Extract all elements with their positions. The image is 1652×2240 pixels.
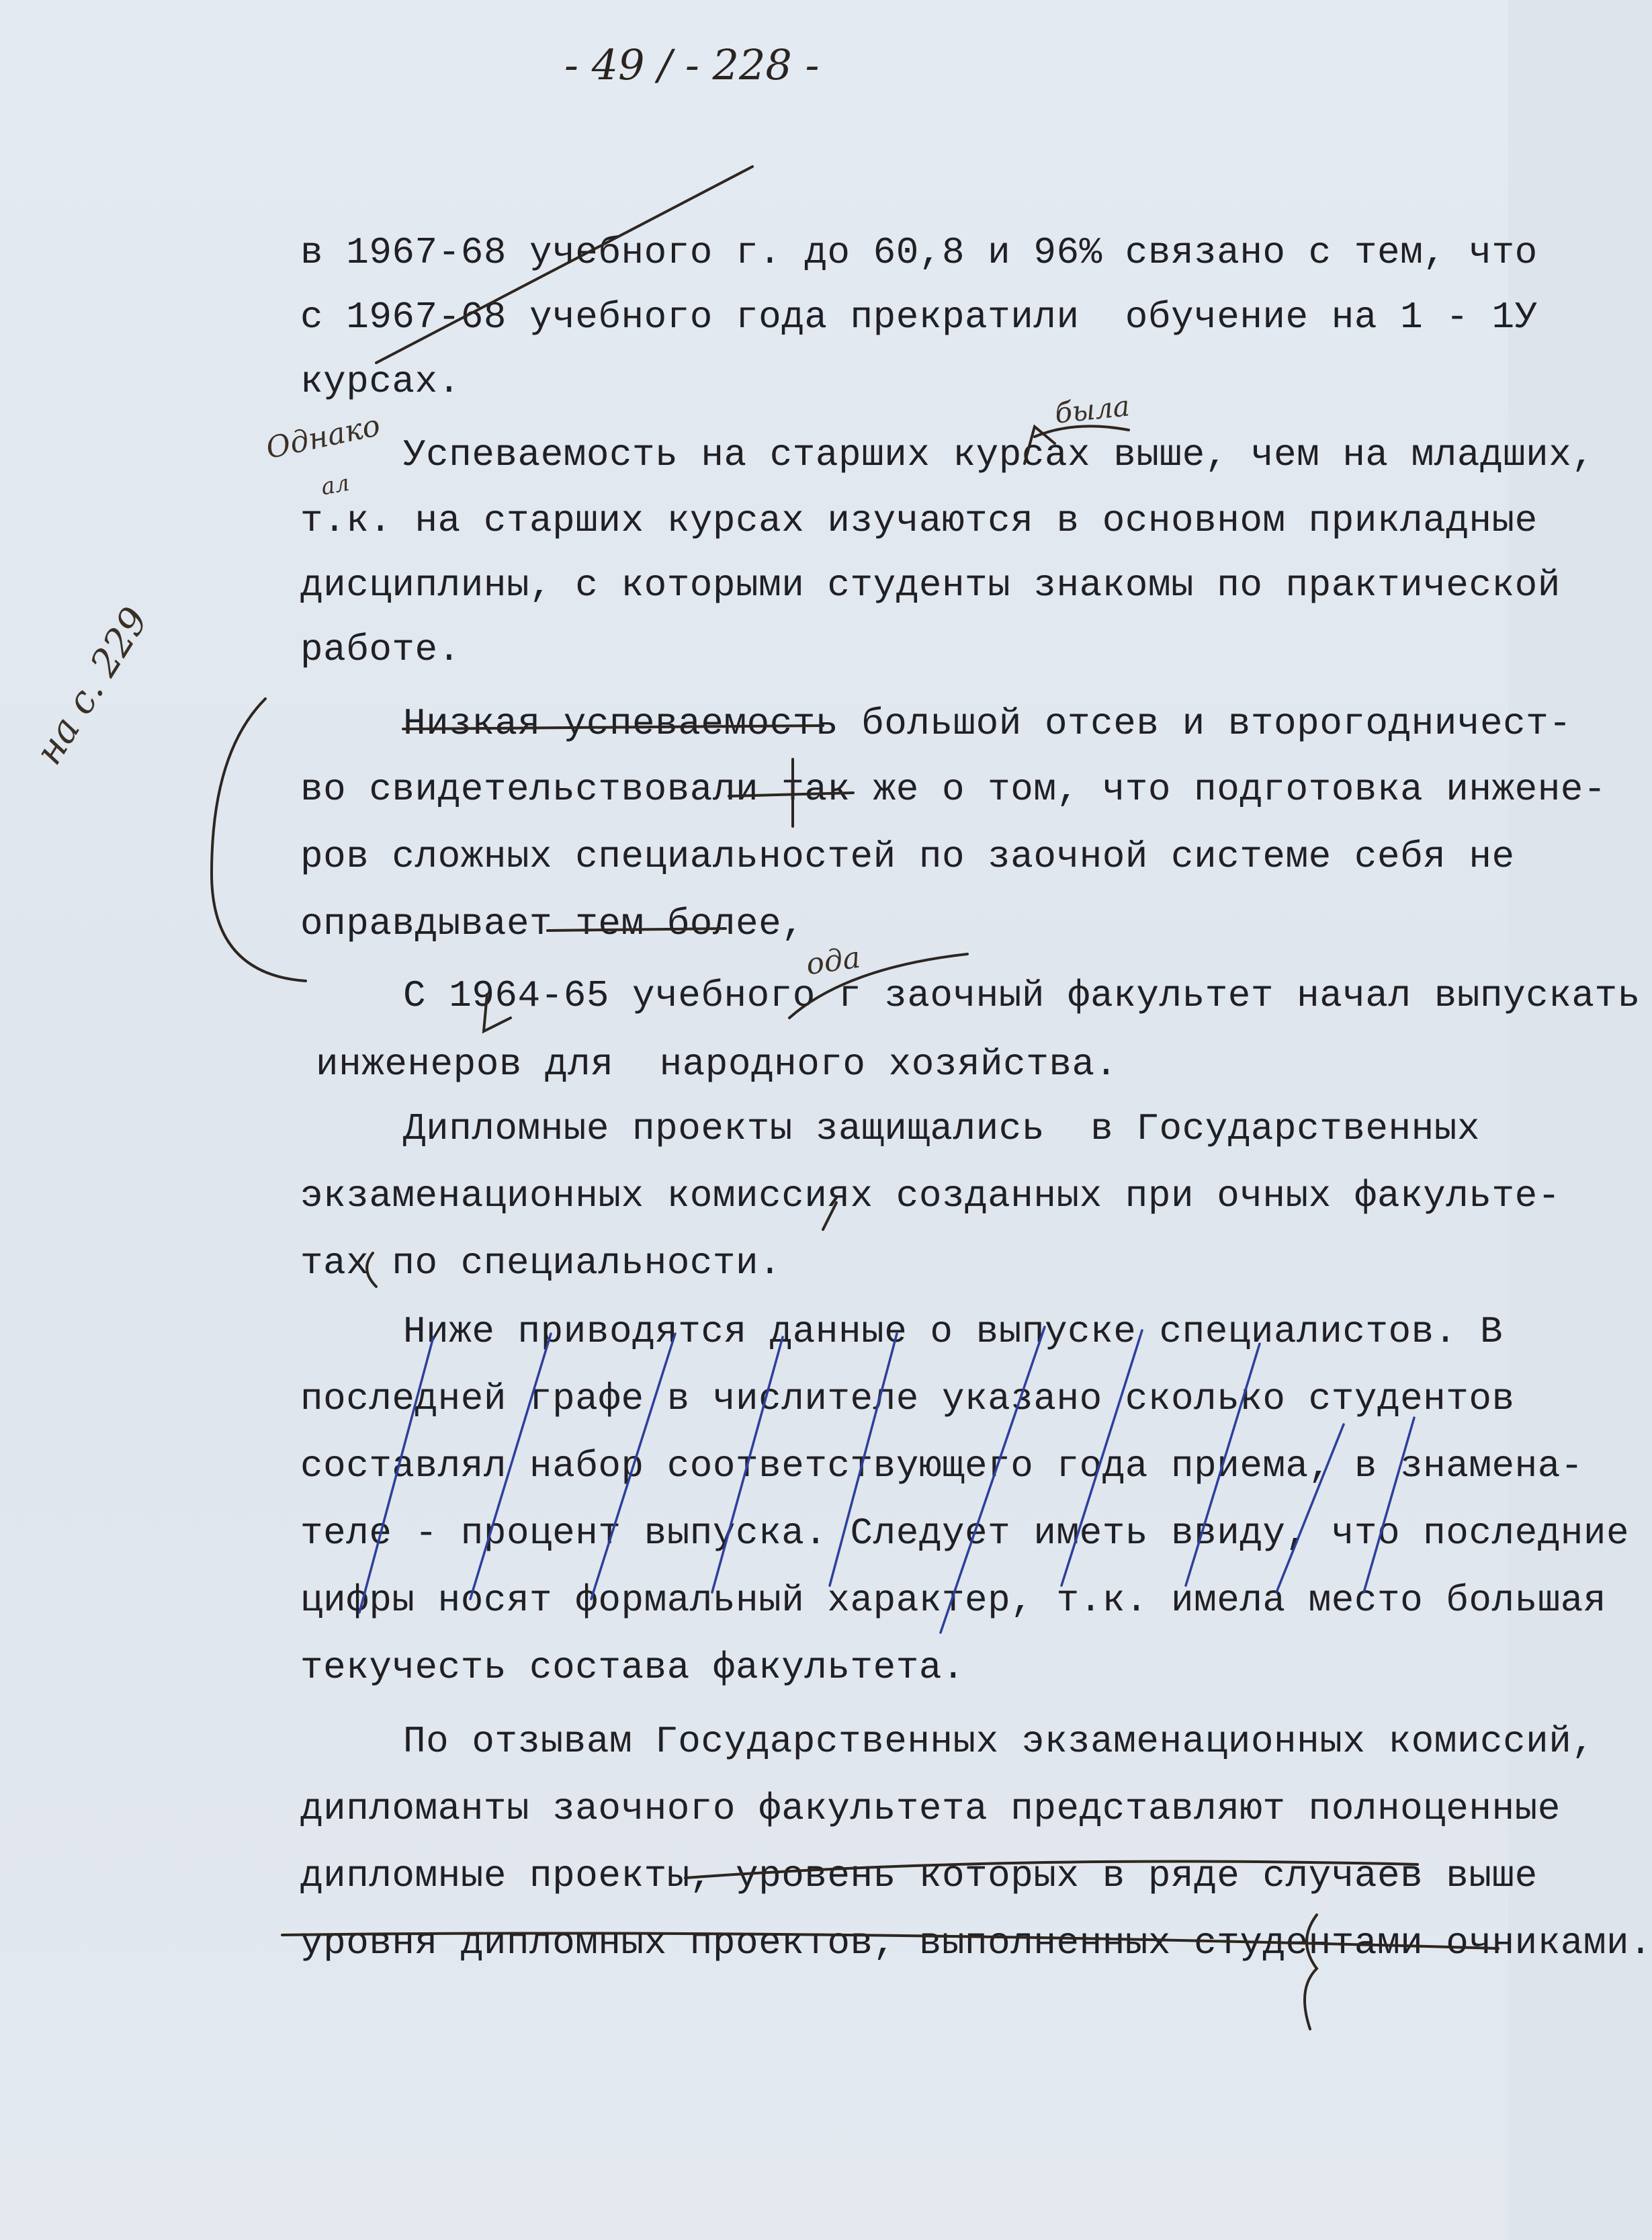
text-line: теле - процент выпуска. Следует иметь ввиду, что последние — [300, 1512, 1630, 1555]
text-line: Ниже приводятся данные о выпуске специалистов. В — [403, 1310, 1504, 1353]
page-number: - 49 / - 228 - — [564, 40, 820, 89]
handwritten-note-oda: ода — [803, 940, 863, 982]
text-line: составлял набор соответствующего года приема, в знамена- — [300, 1445, 1583, 1488]
handwritten-note-page-ref: на с. 229 — [27, 599, 157, 773]
text-line: во свидетельствовали так же о том, что подготовка инжене- — [300, 768, 1607, 811]
text-line: По отзывам Государственных экзаменационных комиссий, — [403, 1720, 1595, 1763]
text-line: последней графе в числителе указано сколько студентов — [300, 1377, 1515, 1420]
text-line: инженеров для народного хозяйства. — [316, 1043, 1118, 1086]
margin-bracket — [212, 699, 306, 981]
text-line: курсах. — [300, 360, 461, 403]
text-line: с 1967-68 учебного года прекратили обучение на 1 - 1У — [300, 296, 1538, 339]
handwritten-note-byla: была — [1053, 389, 1131, 430]
text-line: дипломанты заочного факультета представляют полноценные — [300, 1787, 1561, 1830]
text-line: текучесть состава факультета. — [300, 1646, 965, 1689]
text-line: С 1964-65 учебного г заочный факультет начал выпускать — [403, 974, 1641, 1017]
text-line: тах по специальности. — [300, 1242, 782, 1285]
handwritten-note-al: ал — [318, 469, 352, 501]
text-line: ров сложных специальностей по заочной системе себя не — [300, 835, 1515, 878]
text-line: Успеваемость на старших курсах выше, чем на младших, — [403, 433, 1595, 476]
text-line: Низкая успеваемость большой отсев и второгодничест- — [403, 702, 1572, 745]
text-line: работе. — [300, 628, 461, 671]
text-line: т.к. на старших курсах изучаются в основном прикладные — [300, 499, 1538, 542]
handwritten-note-odnako: Однако — [263, 408, 384, 466]
text-line: экзаменационных комиссиях созданных при очных факульте- — [300, 1174, 1561, 1217]
text-line: цифры носят формальный характер, т.к. имела место большая — [300, 1579, 1607, 1622]
text-line: оправдывает тем более, — [300, 902, 805, 945]
text-line: уровня дипломных проектов, выполненных студентами очниками. — [300, 1922, 1652, 1965]
text-line: в 1967-68 учебного г. до 60,8 и 96% связано с тем, что — [300, 231, 1538, 274]
text-line: дипломные проекты, уровень которых в ряде случаев выше — [300, 1854, 1538, 1897]
text-line: Дипломные проекты защищались в Государственных — [403, 1107, 1480, 1150]
text-line: дисциплины, с которыми студенты знакомы по практической — [300, 564, 1561, 607]
